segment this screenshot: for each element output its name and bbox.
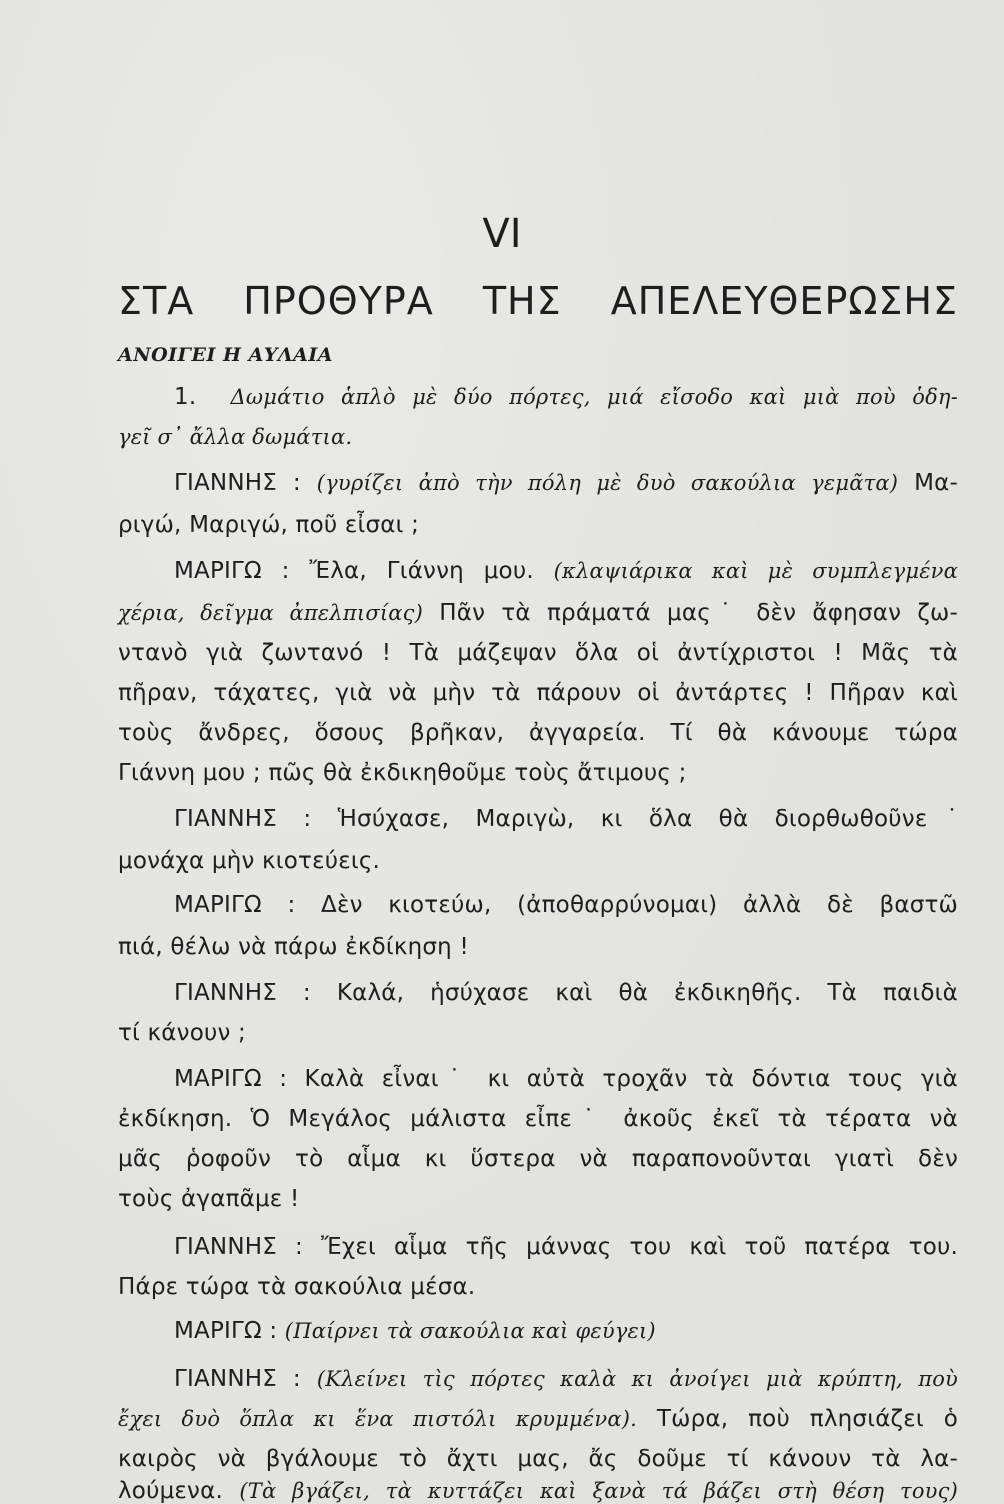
chapter-number: VI bbox=[482, 211, 522, 257]
dialogue-text: λούμενα. bbox=[118, 1478, 223, 1504]
dialogue-line: ντανὸ γιὰ ζωντανό ! Τὰ μάζεψαν ὅλα οἱ ἀντίχριστοι ! Μᾶς τὰ bbox=[118, 640, 958, 666]
chapter-title: ΣΤΑ ΠΡΟΘΥΡΑ ΤΗΣ ΑΠΕΛΕΥΘΕΡΩΣΗΣ bbox=[118, 279, 958, 323]
dialogue-line: τί κάνουν ; bbox=[118, 1020, 246, 1046]
speaker-name: ΓΙΑΝΝΗΣ : bbox=[174, 470, 301, 496]
dialogue-text: Δὲν κιοτεύω, (ἀποθαρρύνομαι) ἀλλὰ δὲ βαστῶ bbox=[321, 892, 959, 918]
dialogue-line: ἐκδίκηση. Ὁ Μεγάλος μάλιστα εἶπε˙ ἀκοῦς ἐκεῖ τὰ τέρατα νὰ bbox=[118, 1106, 958, 1132]
dialogue-text: Μα- bbox=[914, 470, 959, 496]
dialogue-text: Καλὰ εἶναι˙ κι αὐτὰ τροχᾶν τὰ δόντια τους γιὰ bbox=[304, 1066, 958, 1092]
section-heading: ΑΝΟΙΓΕΙ Η ΑΥΛΑΙΑ bbox=[118, 344, 334, 366]
speaker-name: ΓΙΑΝΝΗΣ : bbox=[174, 806, 312, 832]
dialogue-line bbox=[118, 468, 958, 498]
dialogue-line: μονάχα μὴν κιοτεύεις. bbox=[118, 848, 381, 874]
speaker-name: ΓΙΑΝΝΗΣ : bbox=[174, 1234, 303, 1260]
dialogue-line bbox=[118, 598, 958, 628]
stage-direction-line bbox=[118, 422, 958, 452]
dialogue-line bbox=[118, 1478, 959, 1504]
speaker-name: ΜΑΡΙΓΩ : bbox=[174, 558, 290, 584]
paragraph-number: 1. bbox=[174, 384, 197, 410]
stage-direction: (Παίρνει τὰ σακούλια καὶ φεύγει) bbox=[284, 1319, 656, 1343]
stage-direction: Δωμάτιο ἁπλὸ μὲ δύο πόρτες, μιά εἴσοδο καὶ μιὰ ποὺ ὁδη- bbox=[230, 385, 958, 409]
dialogue-line: πιά, θέλω νὰ πάρω ἐκδίκηση ! bbox=[118, 934, 469, 960]
speaker-name: ΜΑΡΙΓΩ : bbox=[174, 892, 296, 918]
speaker-name: ΓΙΑΝΝΗΣ : bbox=[174, 1366, 301, 1392]
dialogue-line bbox=[118, 1316, 958, 1346]
dialogue-line bbox=[118, 1232, 958, 1262]
dialogue-line bbox=[118, 890, 958, 920]
speaker-name: ΜΑΡΙΓΩ : bbox=[174, 1318, 278, 1344]
dialogue-line bbox=[118, 978, 958, 1008]
stage-direction: χέρια, δεῖγμα ἀπελπισίας) bbox=[118, 601, 424, 625]
dialogue-line bbox=[118, 1364, 958, 1394]
dialogue-text: Πᾶν τὰ πράματά μας˙ δὲν ἄφησαν ζω- bbox=[439, 600, 958, 626]
dialogue-line bbox=[118, 1404, 958, 1434]
dialogue-text: ριγώ, Μαριγώ, ποῦ εἶσαι ; bbox=[118, 512, 420, 538]
speaker-name: ΓΙΑΝΝΗΣ : bbox=[174, 980, 311, 1006]
dialogue-text: Ἔλα, Γιάννη μου. bbox=[309, 558, 534, 584]
dialogue-text: Καλά, ἡσύχασε καὶ θὰ ἐκδικηθῆς. Τὰ παιδιὰ bbox=[336, 980, 958, 1006]
dialogue-line: Γιάννη μου ; πῶς θὰ ἐκδικηθοῦμε τοὺς ἄτιμους ; bbox=[118, 760, 687, 786]
stage-direction: (Κλείνει τὶς πόρτες καλὰ κι ἀνοίγει μιὰ κρύπτη, ποὺ bbox=[316, 1367, 959, 1391]
stage-direction: ἔχει δυὸ ὅπλα κι ἕνα πιστόλι κρυμμένα). bbox=[118, 1407, 638, 1431]
dialogue-line: καιρὸς νὰ βγάλουμε τὸ ἄχτι μας, ἄς δοῦμε τί κάνουν τὰ λα- bbox=[118, 1446, 958, 1472]
dialogue-line bbox=[118, 1064, 958, 1094]
dialogue-line: Πάρε τώρα τὰ σακούλια μέσα. bbox=[118, 1274, 476, 1300]
dialogue-line bbox=[118, 556, 958, 586]
dialogue-text: Ἡσύχασε, Μαριγὼ, κι ὅλα θὰ διορθωθοῦνε˙ bbox=[337, 806, 958, 832]
stage-direction-line bbox=[118, 382, 958, 412]
stage-direction: γεῖ σ᾿ ἄλλα δωμάτια. bbox=[118, 425, 353, 449]
stage-direction: (κλαψιάρικα καὶ μὲ συμπλεγμένα bbox=[553, 559, 959, 583]
dialogue-text: Τώρα, ποὺ πλησιάζει ὁ bbox=[656, 1406, 958, 1432]
dialogue-line: τοὺς ἄνδρες, ὅσους βρῆκαν, ἀγγαρεία. Τί θὰ κάνουμε τώρα bbox=[118, 720, 958, 746]
dialogue-line bbox=[118, 804, 958, 834]
stage-direction: (Τὰ βγάζει, τὰ κυττάζει καὶ ξανὰ τά βάζει στὴ θέση τους) bbox=[239, 1479, 959, 1503]
dialogue-line: τοὺς ἀγαπᾶμε ! bbox=[118, 1186, 300, 1212]
dialogue-line: πῆραν, τάχατες, γιὰ νὰ μὴν τὰ πάρουν οἱ ἀντάρτες ! Πῆραν καὶ bbox=[118, 680, 958, 706]
dialogue-line: μᾶς ῥοφοῦν τὸ αἷμα κι ὕστερα νὰ παραπονοῦνται γιατὶ δὲν bbox=[118, 1146, 958, 1172]
dialogue-line bbox=[118, 510, 958, 540]
dialogue-text: Ἔχει αἷμα τῆς μάννας του καὶ τοῦ πατέρα του. bbox=[321, 1234, 958, 1260]
speaker-name: ΜΑΡΙΓΩ : bbox=[174, 1066, 288, 1092]
stage-direction: (γυρίζει ἀπὸ τὴν πόλη μὲ δυὸ σακούλια γεμᾶτα) bbox=[316, 471, 899, 495]
